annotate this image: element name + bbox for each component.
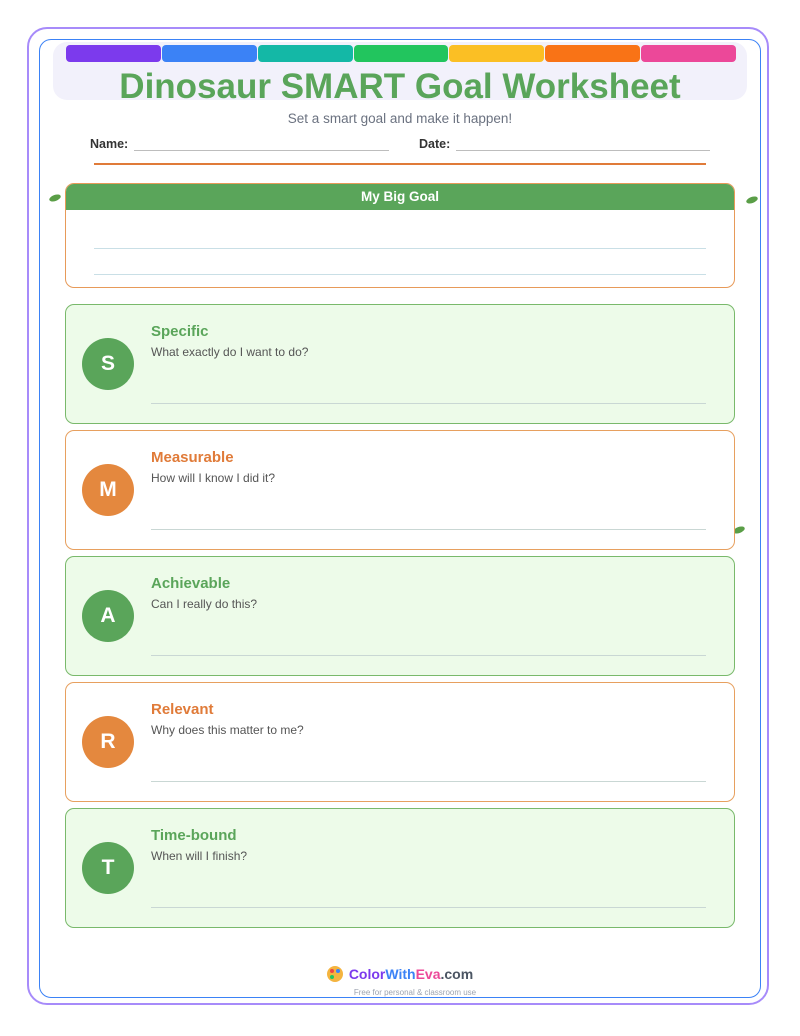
card-title: Achievable bbox=[151, 575, 231, 592]
name-write-line[interactable] bbox=[134, 137, 389, 151]
smart-card-relevant bbox=[65, 682, 735, 802]
date-label: Date: bbox=[419, 137, 451, 151]
date-field[interactable] bbox=[419, 137, 710, 151]
name-label: Name: bbox=[90, 137, 129, 151]
stripe bbox=[641, 45, 736, 62]
card-title: Measurable bbox=[151, 449, 234, 466]
date-write-line[interactable] bbox=[456, 137, 710, 151]
letter-badge: M bbox=[82, 464, 134, 516]
footer-brand[interactable] bbox=[327, 966, 473, 982]
header-divider bbox=[94, 163, 706, 165]
answer-write-line[interactable] bbox=[151, 907, 706, 908]
page-subtitle: Set a smart goal and make it happen! bbox=[287, 111, 513, 126]
card-title: Specific bbox=[151, 323, 209, 340]
answer-write-line[interactable] bbox=[151, 781, 706, 782]
stripe bbox=[449, 45, 544, 62]
palette-icon bbox=[327, 966, 343, 982]
smart-card-achievable bbox=[65, 556, 735, 676]
page-title: Dinosaur SMART Goal Worksheet bbox=[119, 67, 681, 106]
answer-write-line[interactable] bbox=[151, 403, 706, 404]
stripe bbox=[162, 45, 257, 62]
card-question: Can I really do this? bbox=[151, 597, 258, 611]
name-field[interactable] bbox=[90, 137, 389, 151]
smart-card-time-bound bbox=[65, 808, 735, 928]
big-goal-write-line[interactable] bbox=[94, 248, 706, 249]
smart-card-measurable bbox=[65, 430, 735, 550]
rainbow-stripes bbox=[66, 45, 736, 62]
card-title: Relevant bbox=[151, 701, 214, 718]
big-goal-label: My Big Goal bbox=[66, 184, 734, 210]
card-title: Time-bound bbox=[151, 827, 237, 844]
letter-badge: R bbox=[82, 716, 134, 768]
letter-badge: T bbox=[82, 842, 134, 894]
letter-badge: A bbox=[82, 590, 134, 642]
stripe bbox=[545, 45, 640, 62]
stripe bbox=[258, 45, 353, 62]
big-goal-box bbox=[65, 183, 735, 288]
card-question: Why does this matter to me? bbox=[151, 723, 304, 737]
card-question: How will I know I did it? bbox=[151, 471, 276, 485]
card-question: When will I finish? bbox=[151, 849, 248, 863]
answer-write-line[interactable] bbox=[151, 655, 706, 656]
stripe bbox=[354, 45, 449, 62]
answer-write-line[interactable] bbox=[151, 529, 706, 530]
brand-name: ColorWithEva.com bbox=[348, 966, 474, 982]
smart-card-specific bbox=[65, 304, 735, 424]
card-question: What exactly do I want to do? bbox=[151, 345, 309, 359]
footer-tagline: Free for personal & classroom use bbox=[353, 988, 477, 997]
letter-badge: S bbox=[82, 338, 134, 390]
stripe bbox=[66, 45, 161, 62]
footer bbox=[0, 966, 800, 997]
big-goal-write-line[interactable] bbox=[94, 274, 706, 275]
